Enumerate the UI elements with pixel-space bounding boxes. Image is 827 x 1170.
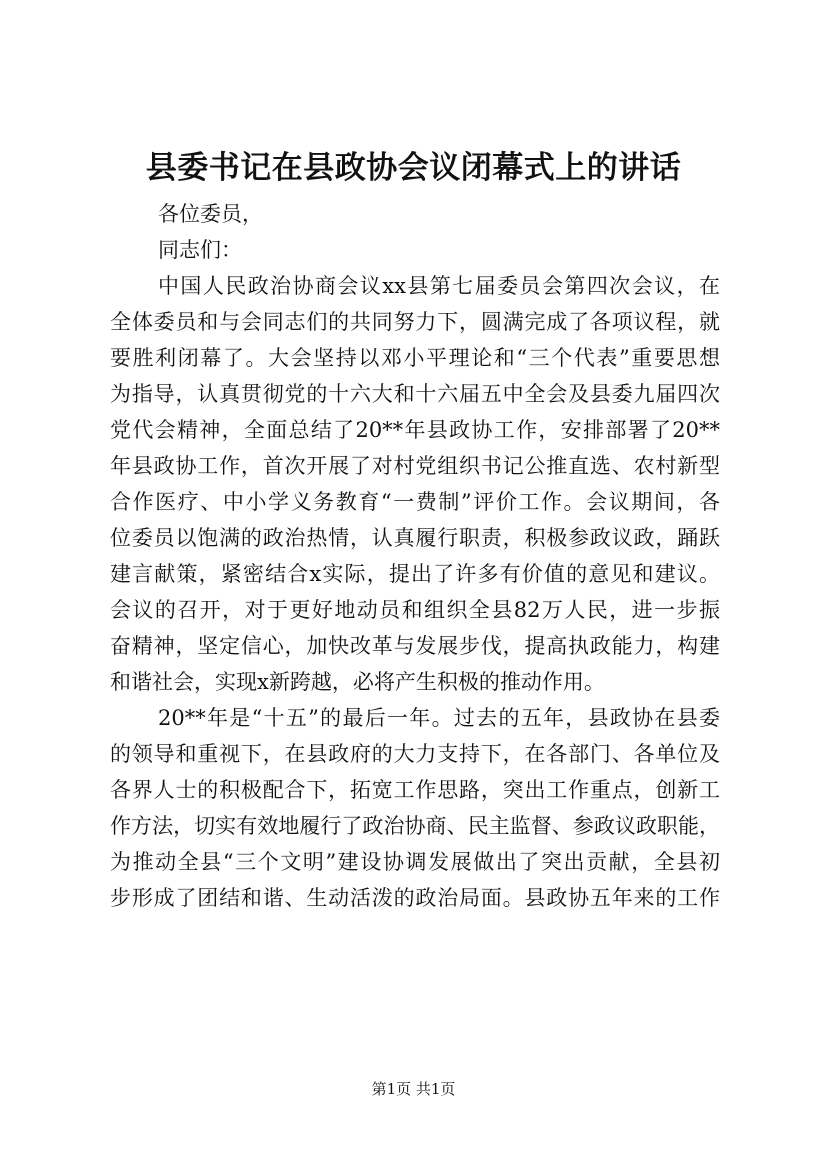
paragraph-line: 合作医疗、中小学义务教育“一费制”评价工作。会议期间，各	[110, 490, 720, 514]
paragraph-line: 位委员以饱满的政治热情，认真履行职责，积极参政议政，踊跃	[110, 526, 720, 550]
paragraph-line: 和谐社会，实现x新跨越，必将产生积极的推动作用。	[110, 670, 605, 694]
paragraph-line: 奋精神，坚定信心，加快改革与发展步伐，提高执政能力，构建	[110, 634, 720, 658]
paragraph-line: 要胜利闭幕了。大会坚持以邓小平理论和“三个代表”重要思想	[110, 346, 720, 370]
paragraph-line: 会议的召开，对于更好地动员和组织全县82万人民，进一步振	[110, 598, 720, 622]
paragraph-line: 建言献策，紧密结合x实际，提出了许多有价值的意见和建议。	[110, 562, 720, 586]
paragraph-line: 全体委员和与会同志们的共同努力下，圆满完成了各项议程，就	[110, 310, 720, 334]
paragraph-line: 为推动全县“三个文明”建设协调发展做出了突出贡献，全县初	[110, 850, 720, 874]
paragraph-line: 作方法，切实有效地履行了政治协商、民主监督、参政议政职能，	[110, 814, 720, 838]
paragraph-line: 20**年是“十五”的最后一年。过去的五年，县政协在县委	[158, 706, 720, 730]
paragraph-line: 的领导和重视下，在县政府的大力支持下，在各部门、各单位及	[110, 742, 720, 766]
paragraph-line: 为指导，认真贯彻党的十六大和十六届五中全会及县委九届四次	[110, 382, 720, 406]
document-title: 县委书记在县政协会议闭幕式上的讲话	[145, 150, 682, 186]
salutation-line: 同志们：	[158, 238, 242, 262]
document-body	[110, 196, 720, 916]
page-footer: 第1页 共1页	[371, 1080, 456, 1098]
paragraph-line: 步形成了团结和谐、生动活泼的政治局面。县政协五年来的工作	[110, 886, 720, 910]
salutation-line: 各位委员，	[158, 202, 263, 226]
paragraph-line: 年县政协工作，首次开展了对村党组织书记公推直选、农村新型	[110, 454, 720, 478]
paragraph-line: 党代会精神，全面总结了20**年县政协工作，安排部署了20**	[110, 418, 720, 442]
paragraph-line: 中国人民政治协商会议xx县第七届委员会第四次会议，在	[158, 274, 720, 298]
paragraph-line: 各界人士的积极配合下，拓宽工作思路，突出工作重点，创新工	[110, 778, 720, 802]
